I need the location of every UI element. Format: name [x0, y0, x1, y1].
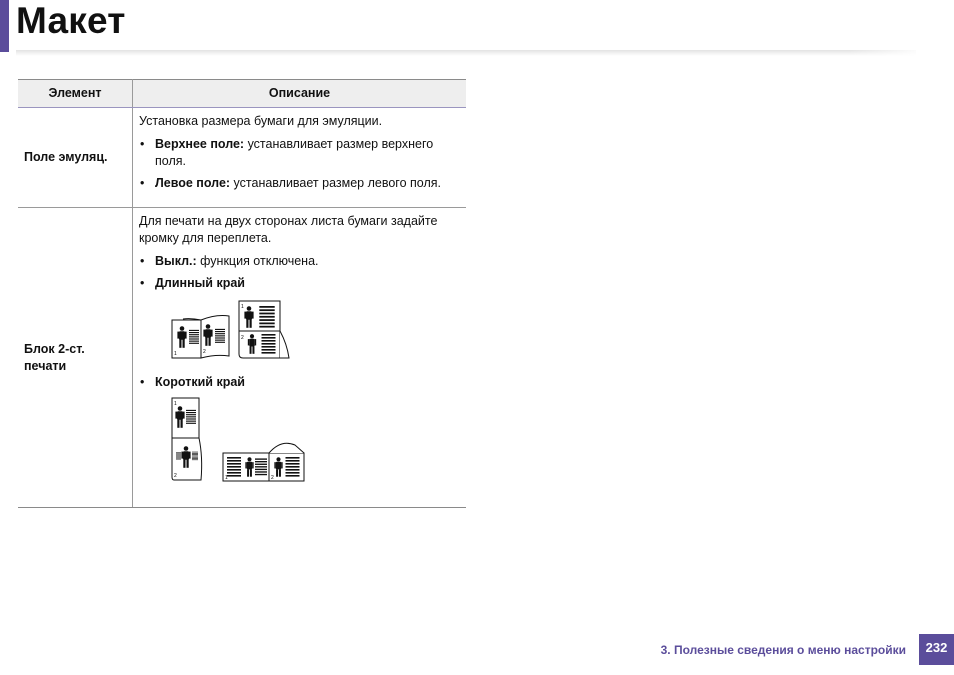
- bullet-icon: •: [140, 176, 145, 190]
- short-edge-duplex-icon: [171, 397, 311, 483]
- item-text: устанавливает размер верхнего поля.: [155, 137, 434, 168]
- svg-text:2: 2: [271, 475, 274, 481]
- row-intro: Для печати на двух сторонах листа бумаги задайте кромку для переплета.: [139, 214, 438, 245]
- row-description: [133, 108, 467, 208]
- item-text: функция отключена.: [196, 254, 319, 268]
- settings-table: [18, 79, 466, 508]
- svg-text:1: 1: [174, 401, 177, 407]
- svg-text:2: 2: [203, 349, 206, 355]
- bullet-list: [139, 253, 460, 483]
- list-item: [139, 136, 460, 170]
- page-title: Макет: [16, 0, 126, 41]
- item-term: Левое поле:: [155, 176, 231, 190]
- bullet-list: [139, 136, 460, 192]
- row-name: Блок 2-ст. печати: [18, 208, 133, 508]
- table-header-row: [18, 80, 466, 108]
- table-row: [18, 108, 466, 208]
- list-item: [139, 275, 460, 364]
- title-accent-bar: [0, 0, 9, 52]
- list-item: [139, 374, 460, 483]
- svg-text:1: 1: [174, 351, 177, 357]
- table-row: [18, 208, 466, 508]
- svg-text:1: 1: [225, 475, 228, 481]
- column-header-element: Элемент: [18, 80, 133, 108]
- svg-text:2: 2: [241, 335, 244, 341]
- svg-text:1: 1: [241, 304, 244, 310]
- long-edge-duplex-icon: [171, 300, 291, 364]
- item-term: Выкл.:: [155, 254, 197, 268]
- svg-text:2: 2: [174, 473, 177, 479]
- bullet-icon: •: [140, 276, 145, 290]
- list-item: [139, 253, 460, 270]
- page-number-badge: 232: [919, 634, 954, 665]
- bullet-icon: •: [140, 254, 145, 268]
- list-item: [139, 175, 460, 192]
- column-header-description: Описание: [133, 80, 467, 108]
- item-text: устанавливает размер левого поля.: [230, 176, 441, 190]
- footer-chapter-link[interactable]: 3. Полезные сведения о меню настройки: [660, 643, 906, 657]
- row-name: Поле эмуляц.: [18, 108, 133, 208]
- bullet-icon: •: [140, 375, 145, 389]
- item-term: Верхнее поле:: [155, 137, 245, 151]
- row-intro: Установка размера бумаги для эмуляции.: [139, 114, 383, 128]
- bullet-icon: •: [140, 137, 145, 151]
- item-term: Длинный край: [155, 276, 245, 290]
- title-divider: [16, 50, 916, 56]
- row-description: [133, 208, 467, 508]
- item-term: Короткий край: [155, 375, 245, 389]
